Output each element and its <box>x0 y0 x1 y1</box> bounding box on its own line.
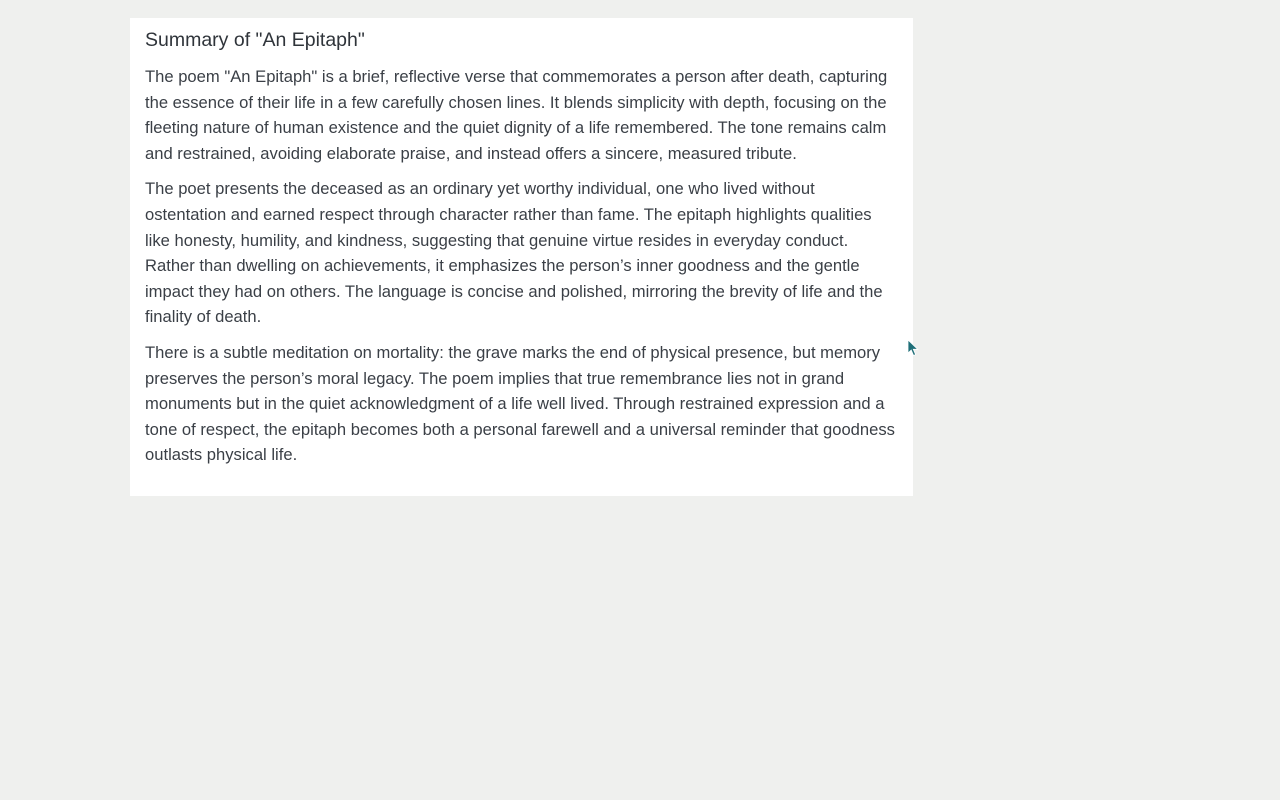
summary-paragraph-3: There is a subtle meditation on mortality: the grave marks the end of physical presence, but memory preserves the person’s moral legacy. The poem implies that true remembrance lies not in grand monuments but in the quiet acknowledgment of a life well lived. Through restrained expression and a tone of respect, the epitaph becomes both a personal farewell and a universal reminder that goodness outlasts physical life. <box>145 342 895 465</box>
summary-paragraph-1: The poem "An Epitaph" is a brief, reflective verse that commemorates a person after death, capturing the essence of their life in a few carefully chosen lines. It blends simplicity with depth, focusing on the fleeting nature of human existence and the quiet dignity of a life remembered. The tone remains calm and restrained, avoiding elaborate praise, and instead offers a sincere, measured tribute. <box>145 67 888 163</box>
summary-paragraph-2: The poet presents the deceased as an ordinary yet worthy individual, one who lived without ostentation and earned respect through character rather than fame. The epitaph highlights qualities like honesty, humility, and kindness, suggesting that genuine virtue resides in everyday conduct. Rather than dwelling on achievements, it emphasizes the person’s inner goodness and the gentle impact they had on others. The language is concise and polished, mirroring the brevity of life and the finality of death. <box>145 179 883 327</box>
mouse-pointer-icon <box>907 339 919 357</box>
summary-card <box>130 18 913 496</box>
summary-title: Summary of "An Epitaph" <box>145 29 365 51</box>
